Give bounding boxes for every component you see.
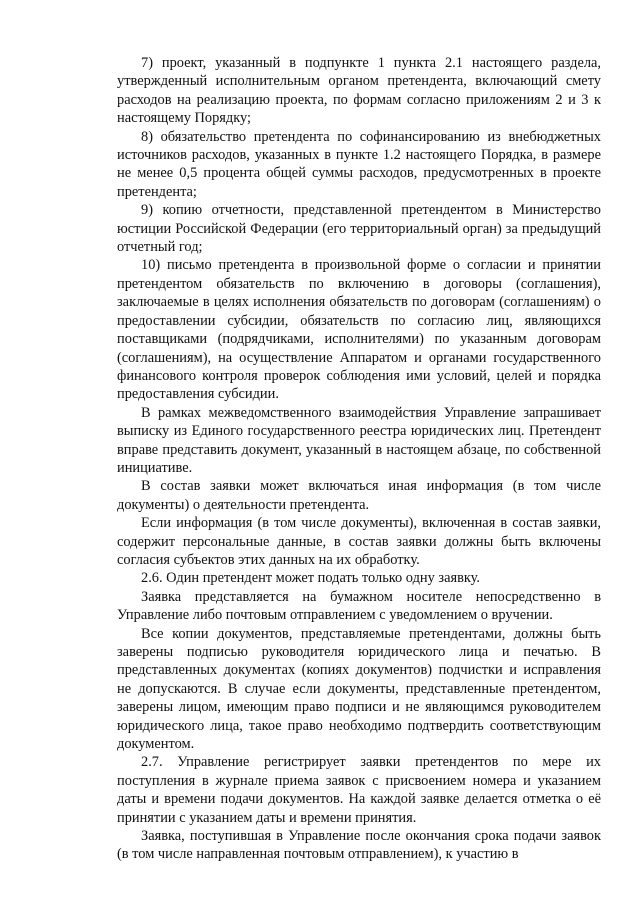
paragraph-item-7: 7) проект, указанный в подпункте 1 пункта 2.1 настоящего раздела, утвержденный исполнительным органом претендента, включающий смету расходов на реализацию проекта, по формам согласно приложениям 2 и 3 к настоящему Порядку; xyxy=(117,55,601,127)
paragraph-late-application: Заявка, поступившая в Управление после окончания срока подачи заявок (в том числе направленная почтовым отправлением), к участию в xyxy=(117,828,601,863)
paragraph-item-8: 8) обязательство претендента по софинансированию из внебюджетных источников расходов, указанных в пункте 1.2 настоящего Порядка, в размере не менее 0,5 процента общей суммы расходов, предусмотренных в проекте претендента; xyxy=(117,128,601,200)
document-body xyxy=(117,54,601,864)
paragraph-item-9: 9) копию отчетности, представленной претендентом в Министерство юстиции Российской Федерации (его территориальный орган) за предыдущий отчетный год; xyxy=(117,202,601,256)
paragraph-copies: Все копии документов, представляемые претендентами, должны быть заверены подписью руководителя юридического лица и печатью. В представленных документах (копиях документов) подчистки и исправления не допускаются. В случае если документы, представленные претендентом, заверены лицом, имеющим право подписи и не являющимся руководителем юридического лица, такое право необходимо подтвердить соответствующим документом. xyxy=(117,625,601,753)
paragraph-2-6: 2.6. Один претендент может подать только одну заявку. xyxy=(141,570,481,587)
paragraph-submission: Заявка представляется на бумажном носителе непосредственно в Управление либо почтовым отправлением с уведомлением о вручении. xyxy=(117,588,601,624)
paragraph-other-info: В состав заявки может включаться иная информация (в том числе документы) о деятельности претендента. xyxy=(117,478,601,513)
paragraph-interagency: В рамках межведомственного взаимодействия Управление запрашивает выписку из Единого государственного реестра юридических лиц. Претендент вправе представить документ, указанный в настоящем абзаце, по собственной инициативе. xyxy=(117,404,601,476)
paragraph-2-7: 2.7. Управление регистрирует заявки претендентов по мере их поступления в журнале приема заявок с присвоением номера и указанием даты и времени подачи документов. На каждой заявке делается отметка о её принятии с указанием даты и времени принятия. xyxy=(117,754,601,826)
paragraph-item-10: 10) письмо претендента в произвольной форме о согласии и принятии претендентом обязательств по включению в договоры (соглашения), заключаемые в целях исполнения обязательств по договорам (соглашениям) о предоставлении субсидии, обязательств по согласию лиц, являющихся поставщиками (подрядчиками, исполнителями) по указанным договорам (соглашениям), на осуществление Аппаратом и органами государственного финансового контроля проверок соблюдения ими условий, целей и порядка предоставления субсидии. xyxy=(117,257,601,403)
paragraph-personal-data: Если информация (в том числе документы), включенная в состав заявки, содержит персональные данные, в состав заявки должны быть включены согласия субъектов этих данных на их обработку. xyxy=(117,515,601,568)
